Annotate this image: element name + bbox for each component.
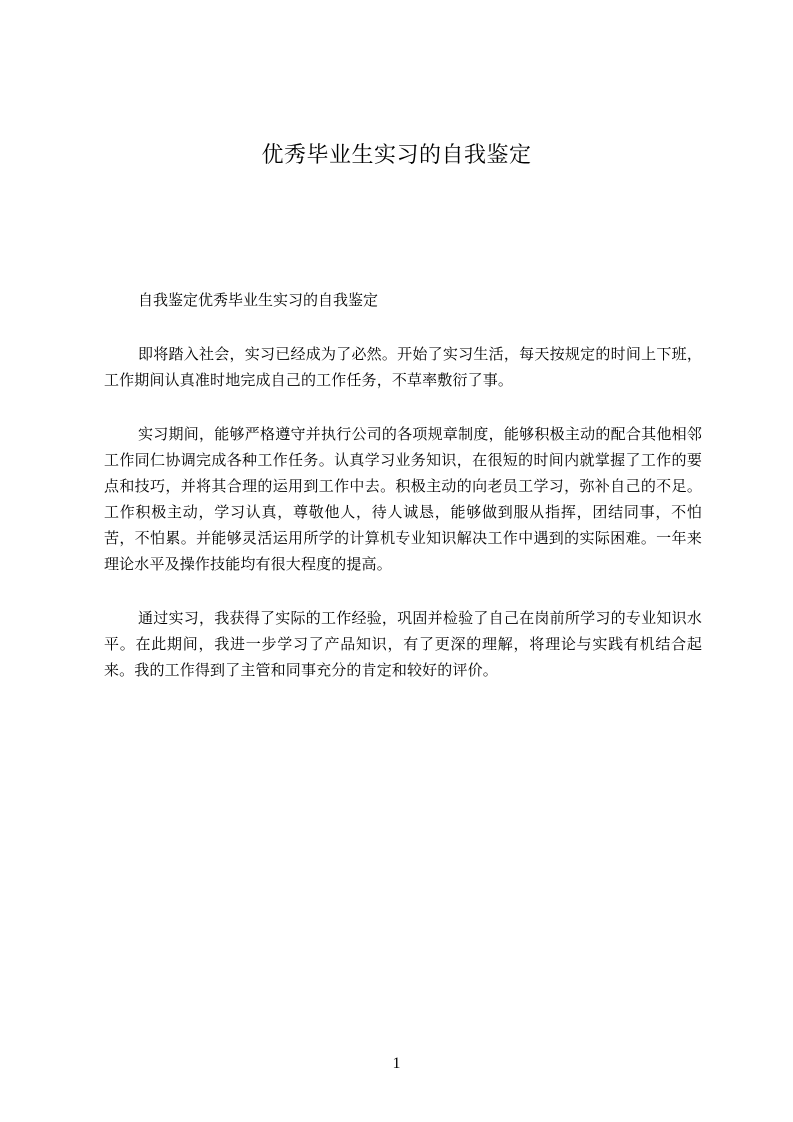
- page-number: 1: [392, 1055, 401, 1072]
- paragraph-1: 即将踏入社会，实习已经成为了必然。开始了实习生活，每天按规定的时间上下班，工作期间认真准时地完成自己的工作任务，不草率敷衍了事。: [104, 345, 702, 389]
- document-title: 优秀毕业生实习的自我鉴定: [261, 143, 532, 168]
- paragraph-3: 通过实习，我获得了实际的工作经验，巩固并检验了自己在岗前所学习的专业知识水平。在此期间，我进一步学习了产品知识，有了更深的理解，将理论与实践有机结合起来。我的工作得到了主管和同事充分的肯定和较好的评价。: [104, 609, 702, 679]
- document-subtitle: 自我鉴定优秀毕业生实习的自我鉴定: [138, 291, 379, 309]
- paragraph-2: 实习期间，能够严格遵守并执行公司的各项规章制度，能够积极主动的配合其他相邻工作同仁协调完成各种工作任务。认真学习业务知识，在很短的时间内就掌握了工作的要点和技巧，并将其合理的运用到工作中去。积极主动的向老员工学习，弥补自己的不足。工作积极主动，学习认真，尊敬他人，待人诚恳，能够做到服从指挥，团结同事，不怕苦，不怕累。并能够灵活运用所学的计算机专业知识解决工作中遇到的实际困难。一年来理论水平及操作技能均有很大程度的提高。: [104, 425, 702, 573]
